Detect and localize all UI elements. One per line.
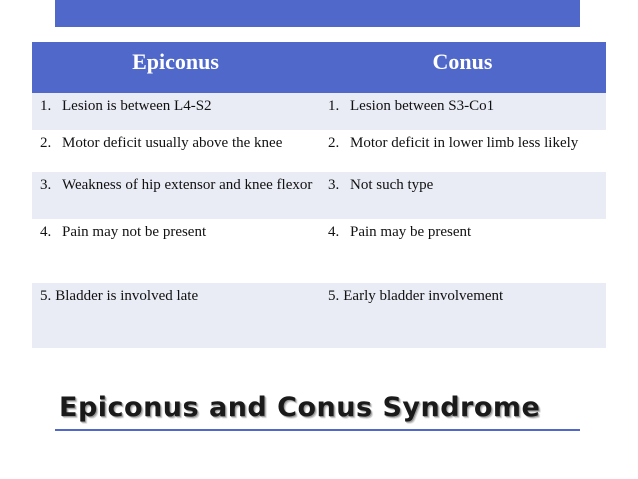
item-number: 3. bbox=[40, 177, 52, 193]
slide-title: Epiconus and Conus Syndrome bbox=[59, 392, 541, 423]
conus-cell bbox=[319, 283, 606, 348]
item-text: Motor deficit usually above the knee bbox=[62, 135, 283, 151]
item-text: Early bladder involvement bbox=[343, 288, 504, 304]
item-number: 5. bbox=[328, 288, 340, 304]
item-number: 4. bbox=[40, 224, 52, 240]
table-row bbox=[32, 130, 606, 172]
item-number: 2. bbox=[40, 135, 52, 151]
top-accent-band bbox=[55, 0, 580, 27]
item-text: Not such type bbox=[350, 177, 434, 193]
table-row bbox=[32, 219, 606, 283]
item-number: 5. bbox=[40, 288, 52, 304]
item-number: 4. bbox=[328, 224, 340, 240]
item-number: 1. bbox=[40, 98, 52, 114]
item-text: Weakness of hip extensor and knee flexor bbox=[62, 177, 313, 193]
epiconus-cell bbox=[32, 172, 319, 219]
table-row bbox=[32, 172, 606, 219]
conus-cell bbox=[319, 93, 606, 130]
table-row bbox=[32, 283, 606, 348]
epiconus-cell bbox=[32, 283, 319, 348]
item-number: 3. bbox=[328, 177, 340, 193]
table-row bbox=[32, 93, 606, 130]
comparison-table bbox=[32, 42, 606, 348]
conus-cell bbox=[319, 130, 606, 172]
epiconus-cell bbox=[32, 93, 319, 130]
conus-cell bbox=[319, 219, 606, 283]
title-underline bbox=[55, 429, 580, 431]
conus-cell bbox=[319, 172, 606, 219]
header-conus: Conus bbox=[432, 49, 493, 74]
epiconus-cell bbox=[32, 130, 319, 172]
item-text: Pain may not be present bbox=[62, 224, 207, 240]
epiconus-cell bbox=[32, 219, 319, 283]
table-header bbox=[32, 42, 606, 93]
item-text: Bladder is involved late bbox=[55, 288, 199, 304]
item-text: Motor deficit in lower limb less likely bbox=[350, 135, 579, 151]
item-text: Lesion between S3-Co1 bbox=[350, 98, 495, 114]
header-epiconus: Epiconus bbox=[132, 49, 219, 74]
item-text: Lesion is between L4-S2 bbox=[62, 98, 212, 114]
item-text: Pain may be present bbox=[350, 224, 472, 240]
item-number: 1. bbox=[328, 98, 340, 114]
item-number: 2. bbox=[328, 135, 340, 151]
